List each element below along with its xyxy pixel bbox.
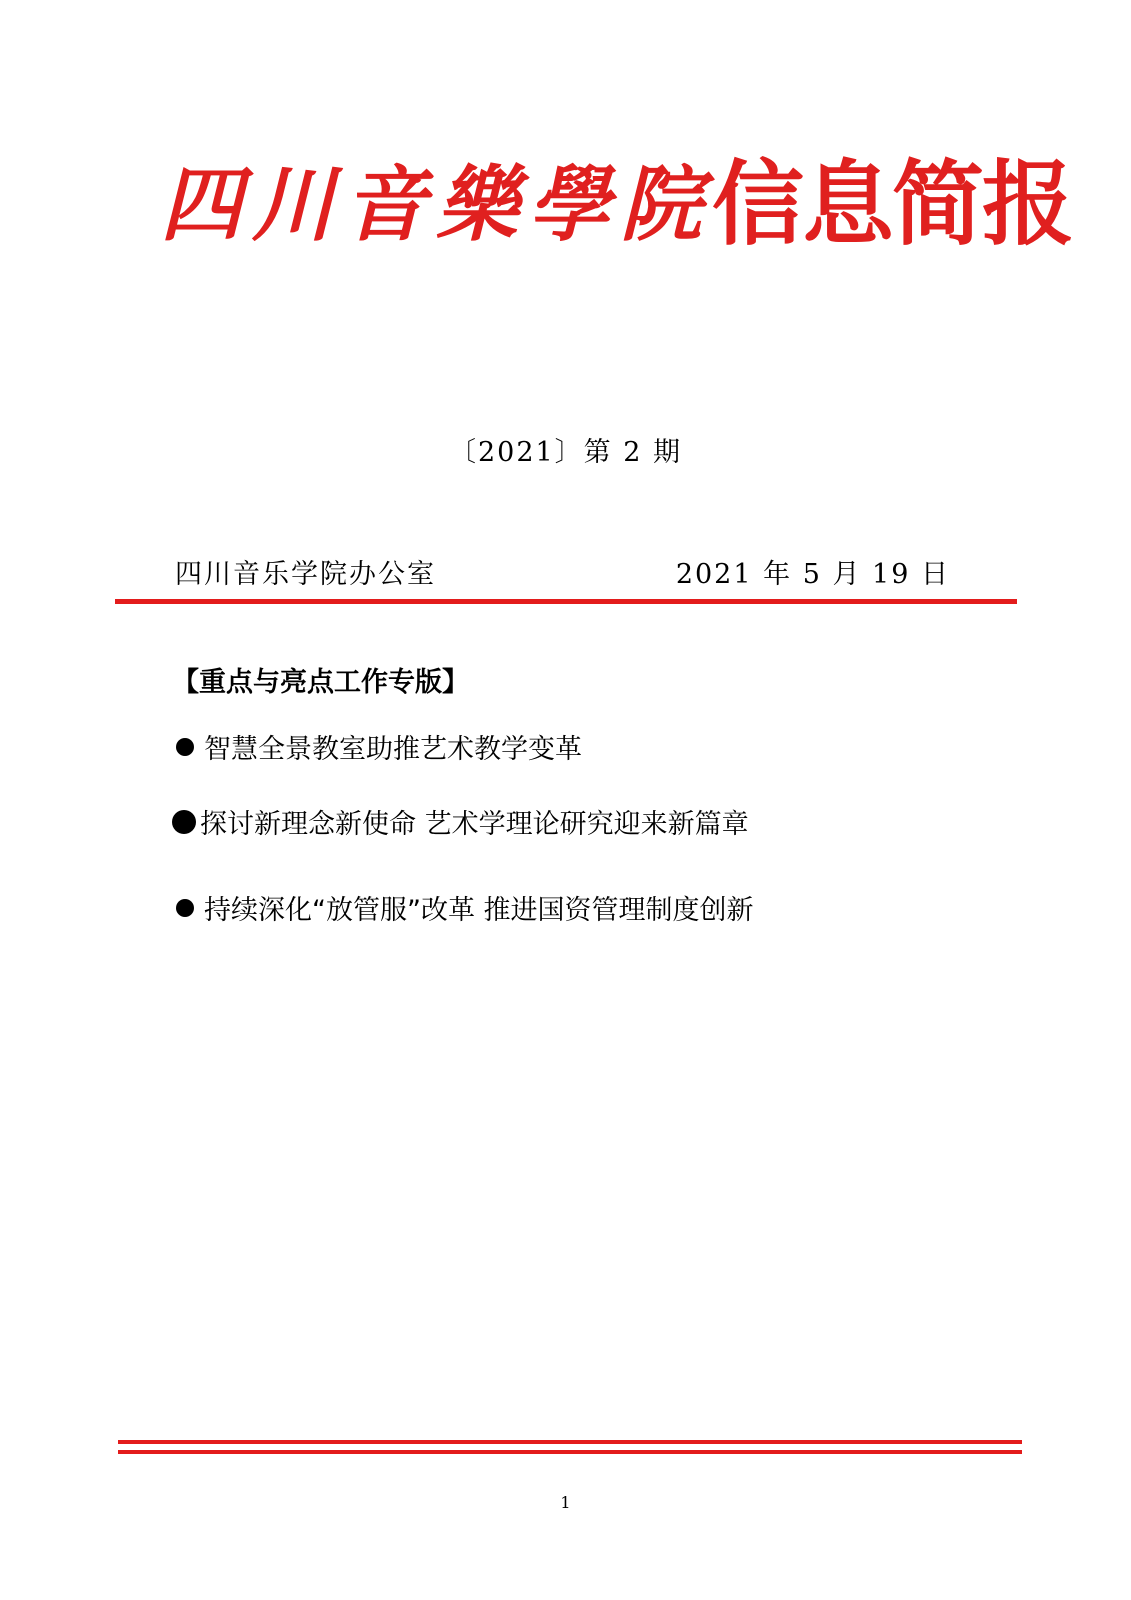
footer-divider-upper — [118, 1440, 1022, 1444]
section-title: 【重点与亮点工作专版】 — [172, 667, 469, 698]
bullet-icon — [176, 899, 194, 917]
meta-row — [175, 552, 950, 591]
masthead-title: 信息简报 — [712, 151, 1073, 258]
publisher-office: 四川音乐学院办公室 — [175, 559, 436, 590]
headline-text: 智慧全景教室助推艺术教学变革 — [204, 734, 582, 765]
issue-number: 〔2021〕第 2 期 — [448, 437, 683, 468]
footer-divider-lower — [118, 1450, 1022, 1454]
headline-item — [172, 888, 754, 927]
bullet-icon — [172, 810, 196, 834]
headline-text: 探讨新理念新使命 艺术学理论研究迎来新篇章 — [200, 809, 749, 840]
header-divider — [115, 599, 1017, 604]
page-number: 1 — [560, 1493, 571, 1512]
headline-text: 持续深化“放管服”改革 推进国资管理制度创新 — [204, 895, 754, 926]
masthead — [160, 140, 1073, 270]
headline-item — [172, 727, 582, 766]
masthead-calligraphy: 四川音樂學院 — [160, 157, 712, 253]
headline-item — [172, 802, 749, 841]
bullet-icon — [176, 738, 194, 756]
publish-date: 2021 年 5 月 19 日 — [675, 559, 950, 590]
